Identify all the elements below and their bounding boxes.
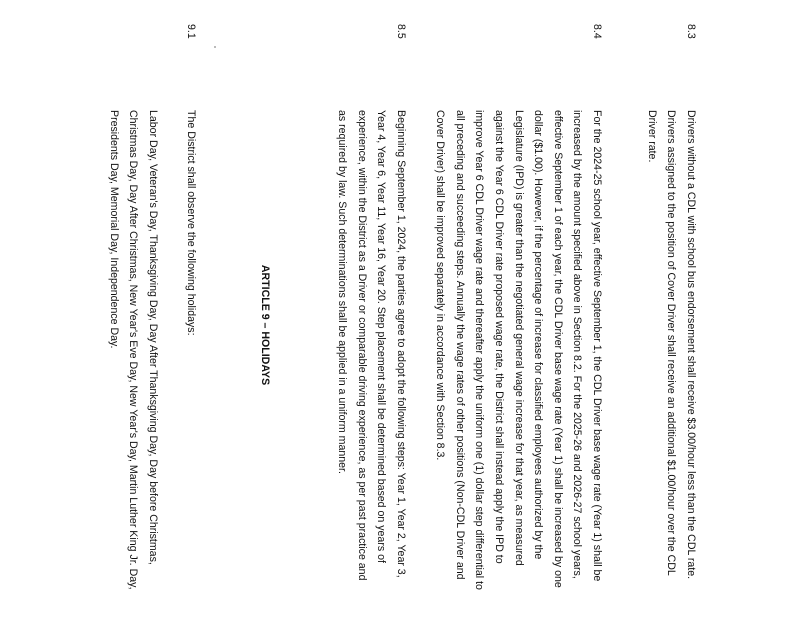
- section-9-1: [180, 24, 200, 590]
- section-text: Drivers without a CDL with school bus endorsement shall receive $3.00/hour less than the CDL rate. Drivers assigned to the position of Cover Driver shall receive an additional $1.00/hour over the CDL Driver rate.: [645, 110, 697, 580]
- section-number: 9.1: [185, 24, 197, 39]
- section-text: The District shall observe the following holidays:: [185, 110, 197, 336]
- article-heading: ARTICLE 9 – HOLIDAYS: [259, 264, 271, 386]
- section-8-4: [430, 24, 606, 590]
- section-8-5: [332, 24, 410, 590]
- holidays-text: Labor Day, Veteran's Day, Thanksgiving Day, Day After Thanksgiving Day, Day before Christmas, Christmas Day, Day After Christmas, New Year's Eve Day, New Year's Day, Martin Luther King Jr. Day, Presidents Day, Memorial Day, Independence Day.: [107, 110, 159, 590]
- holidays-list: [103, 110, 162, 590]
- section-number: 8.5: [395, 24, 407, 39]
- section-8-3: [641, 24, 700, 590]
- section-number: 8.4: [591, 24, 603, 39]
- scan-speck: [214, 46, 216, 48]
- section-text: For the 2024-25 school year, effective September 1, the CDL Driver base wage rate (Year 1) shall be increased by the amount specified above in Section 8.2. For the 2025-26 and 2026-27 school years, effective September 1 of each year, the CDL Driver base wage rate (Year 1) shall be increased by one dollar ($1.00). However, if the percentage of increase for classified employees authorized by the Legislature (IPD) is greater than the negotiated general wage increase for that year, as measured against the Year 6 CDL Driver rate proposed wage rate, the District shall instead apply the IPD to improve Year 6 CDL Driver wage rate and thereafter apply the uniform one (1) dollar step differential to all preceding and succeeding steps. Annually the wage rates of other positions (Non-CDL Driver and Cover Driver) shall be improved separately in accordance with Section 8.3.: [434, 110, 603, 590]
- section-number: 8.3: [685, 24, 697, 39]
- section-text: Beginning September 1, 2024, the parties agree to adopt the following steps: Year 1, Year 2, Year 3, Year 4, Year 6, Year 11, Year 16, Year 20. Step placement shall be determined based on years of experience, within the District as a Driver or comparable driving experience, as per past practice and as required by law. Such determinations shall be applied in a uniform manner.: [336, 110, 407, 581]
